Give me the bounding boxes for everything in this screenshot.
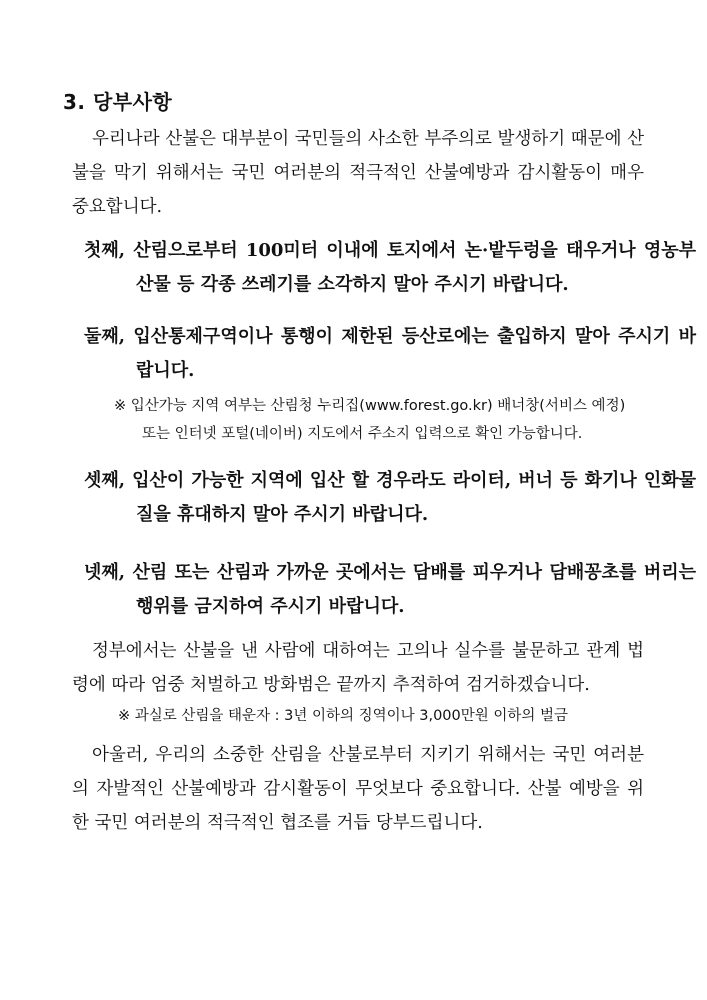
penalty-paragraph: 정부에서는 산불을 낸 사람에 대하여는 고의나 실수를 불문하고 관계 법령에 따라 엄중 처벌하고 방화범은 끝까지 추적하여 검거하겠습니다. bbox=[72, 641, 644, 695]
closing-paragraph: 아울러, 우리의 소중한 산림을 산불로부터 지키기 위해서는 국민 여러분의 자발적인 산불예방과 감시활동이 무엇보다 중요합니다. 산불 예방을 위한 국민 여러분의 적극적인 협조를 거듭 당부드립니다. bbox=[72, 745, 644, 833]
note-access-line-1: ※ 입산가능 지역 여부는 산림청 누리집(www.forest.go.kr) 배너창(서비스 예정) bbox=[114, 398, 626, 414]
note-penalty: ※ 과실로 산림을 태운자 : 3년 이하의 징역이나 3,000만원 이하의 벌금 bbox=[118, 708, 569, 724]
section-heading: 3. 당부사항 bbox=[63, 90, 173, 114]
item-third: 셋째, 입산이 가능한 지역에 입산 할 경우라도 라이터, 버너 등 화기나 인화물질을 휴대하지 말아 주시기 바랍니다. bbox=[84, 470, 696, 525]
item-second: 둘째, 입산통제구역이나 통행이 제한된 등산로에는 출입하지 말아 주시기 바랍니다. bbox=[84, 326, 696, 381]
intro-paragraph: 우리나라 산불은 대부분이 국민들의 사소한 부주의로 발생하기 때문에 산불을 막기 위해서는 국민 여러분의 적극적인 산불예방과 감시활동이 매우 중요합니다. bbox=[72, 129, 644, 217]
note-access-check bbox=[114, 392, 654, 448]
note-access-line-2: 또는 인터넷 포털(네이버) 지도에서 주소지 입력으로 확인 가능합니다. bbox=[142, 426, 583, 442]
item-first: 첫째, 산림으로부터 100미터 이내에 토지에서 논·밭두렁을 태우거나 영농부산물 등 각종 쓰레기를 소각하지 말아 주시기 바랍니다. bbox=[84, 240, 696, 295]
item-fourth: 넷째, 산림 또는 산림과 가까운 곳에서는 담배를 피우거나 담배꽁초를 버리는 행위를 금지하여 주시기 바랍니다. bbox=[84, 562, 696, 617]
